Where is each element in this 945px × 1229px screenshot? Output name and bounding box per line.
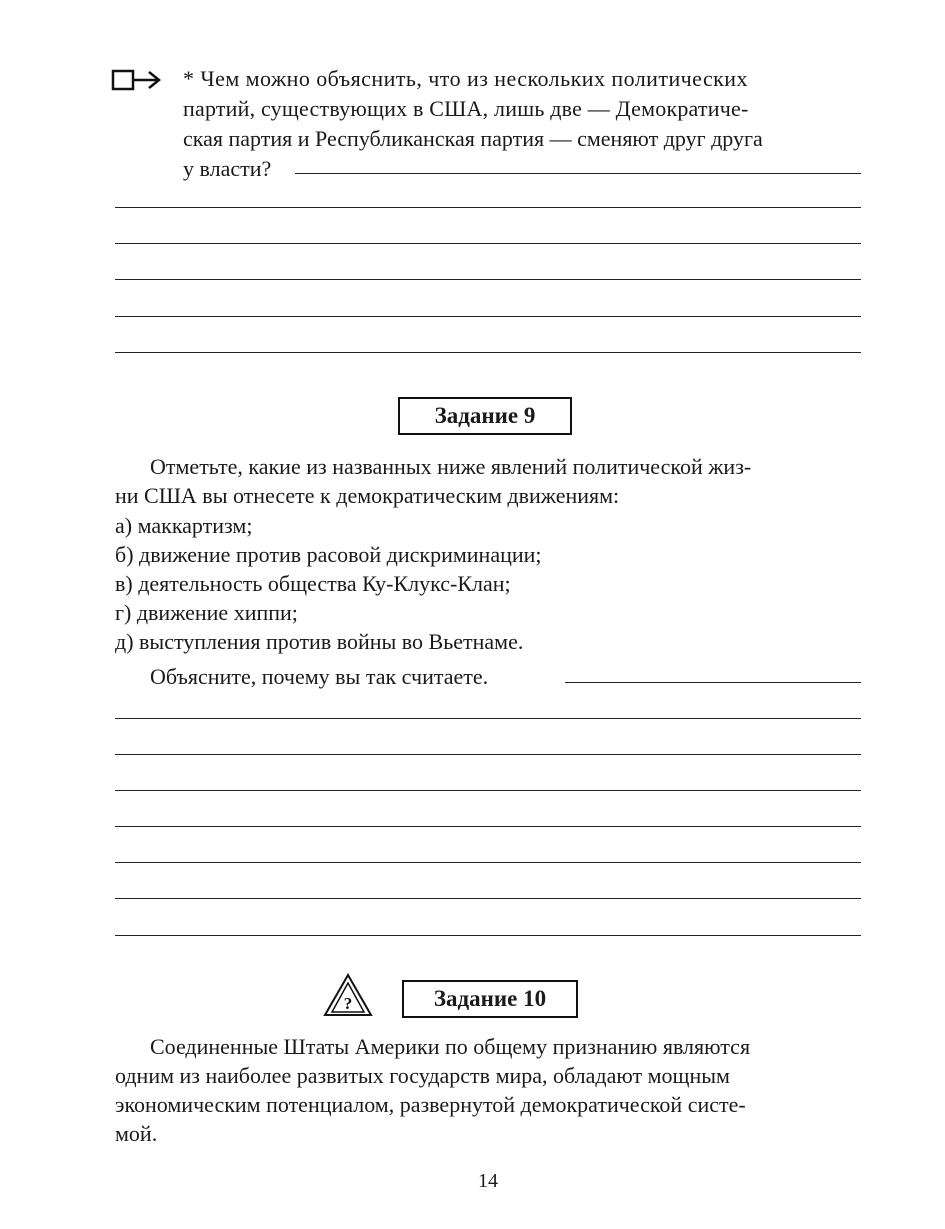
task10-line-1: Соединенные Штаты Америки по общему признанию являются [150, 1034, 751, 1059]
task10-line-3: экономическим потенциалом, развернутой демократической систе- [115, 1092, 746, 1117]
task9-option-v: в) деятельность общества Ку-Клукс-Клан; [115, 571, 511, 596]
answer-line[interactable] [115, 207, 861, 208]
answer-line[interactable] [115, 935, 861, 936]
answer-line[interactable] [115, 718, 861, 719]
task9-option-g: г) движение хиппи; [115, 600, 298, 625]
answer-line[interactable] [115, 898, 861, 899]
question-line-3: ская партия и Республиканская партия — сменяют друг друга [183, 126, 763, 151]
task10-line-2: одним из наиболее развитых государств мира, обладают мощным [115, 1063, 730, 1088]
task9-intro-line-1: Отметьте, какие из названных ниже явлений политической жиз- [150, 454, 752, 479]
question-line-4: у власти? [183, 156, 272, 181]
question-triangle-icon [322, 972, 374, 1018]
answer-line[interactable] [115, 352, 861, 353]
answer-line[interactable] [115, 316, 861, 317]
answer-line[interactable] [565, 682, 861, 683]
question-line-1: * Чем можно объяснить, что из нескольких политических [183, 66, 748, 91]
task9-option-d: д) выступления против войны во Вьетнаме. [115, 629, 524, 654]
answer-line[interactable] [115, 754, 861, 755]
answer-line[interactable] [115, 790, 861, 791]
page-number: 14 [478, 1170, 498, 1192]
task10-heading: Задание 10 [402, 980, 578, 1018]
answer-line[interactable] [295, 173, 861, 174]
task9-option-a: а) маккартизм; [115, 513, 253, 538]
task9-intro-line-2: ни США вы отнесете к демократическим движениям: [115, 483, 620, 508]
task-arrow-icon [110, 66, 166, 94]
answer-line[interactable] [115, 243, 861, 244]
task9-prompt: Объясните, почему вы так считаете. [150, 664, 489, 689]
answer-line[interactable] [115, 279, 861, 280]
task9-option-b: б) движение против расовой дискриминации; [115, 542, 542, 567]
task9-heading: Задание 9 [398, 397, 572, 435]
answer-line[interactable] [115, 826, 861, 827]
answer-line[interactable] [115, 862, 861, 863]
question-mark-glyph: ? [343, 994, 353, 1013]
task10-line-4: мой. [115, 1121, 158, 1146]
question-line-2: партий, существующих в США, лишь две — Демократиче- [183, 96, 749, 121]
